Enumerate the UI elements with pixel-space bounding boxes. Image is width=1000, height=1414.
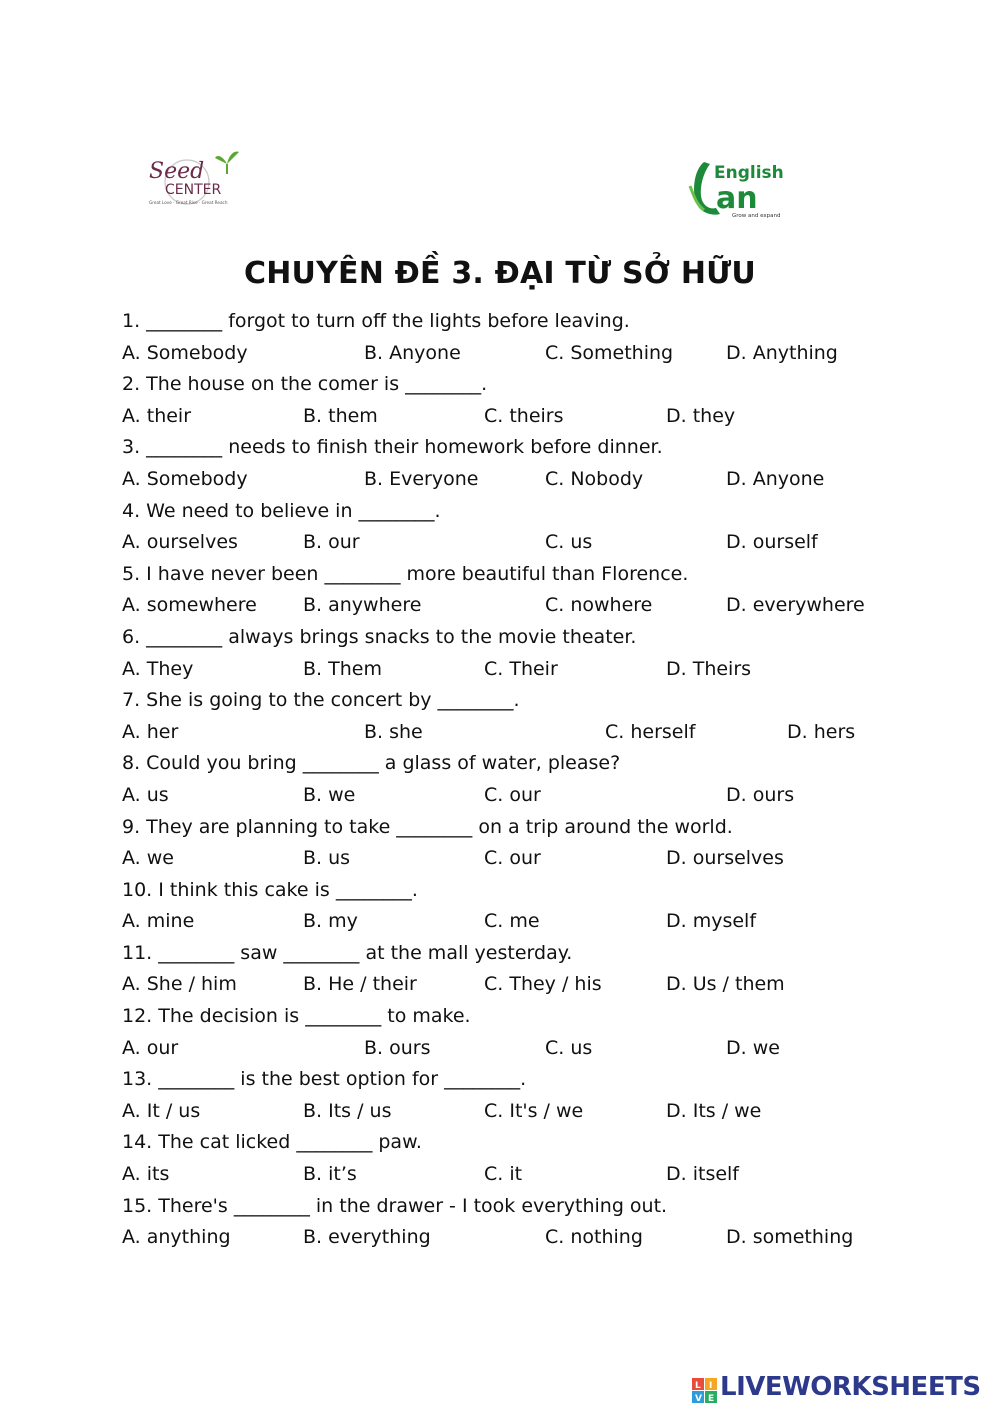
answer-option-d[interactable]: D. something [726, 1226, 854, 1249]
answer-option-c[interactable]: C. They / his [484, 973, 602, 996]
answer-option-b[interactable]: B. Everyone [364, 467, 479, 490]
answer-option-c[interactable]: C. me [484, 910, 540, 933]
answer-option-b[interactable]: B. us [303, 847, 351, 870]
answer-option-b[interactable]: B. anywhere [303, 594, 422, 617]
question-text: 1. ________ forgot to turn off the lights before leaving. [122, 310, 630, 332]
question-list [122, 306, 922, 1254]
icon-letter-i: I [709, 1381, 713, 1391]
options-row [122, 843, 922, 875]
answer-option-d[interactable]: D. Theirs [666, 657, 752, 680]
answer-option-b[interactable]: B. Them [303, 657, 382, 680]
answer-option-a[interactable]: A. somewhere [122, 594, 257, 617]
options-row [122, 1159, 922, 1191]
logo-left-word-2: CENTER [165, 182, 222, 198]
answer-option-a[interactable]: A. our [122, 1036, 179, 1059]
answer-option-b[interactable]: B. it’s [303, 1163, 357, 1186]
answer-option-c[interactable]: C. nowhere [545, 594, 653, 617]
options-row [122, 401, 922, 433]
options-row [122, 527, 922, 559]
question-text: 6. ________ always brings snacks to the movie theater. [122, 625, 637, 648]
answer-option-b[interactable]: B. Anyone [364, 341, 461, 364]
logo-left-tagline: Great Love · Great Rise · Great Reach [149, 200, 228, 205]
logo-right-tagline: Grow and expand [732, 213, 781, 219]
answer-option-d[interactable]: D. everywhere [726, 594, 865, 617]
icon-letter-e: E [708, 1394, 715, 1404]
options-row [122, 1222, 922, 1254]
answer-option-b[interactable]: B. our [303, 531, 360, 554]
answer-option-a[interactable]: A. mine [122, 910, 195, 933]
options-row [122, 1033, 922, 1065]
question-text: 7. She is going to the concert by ________. [122, 689, 520, 712]
answer-option-a[interactable]: A. She / him [122, 973, 237, 996]
answer-option-d[interactable]: D. ourselves [666, 847, 784, 870]
options-row [122, 464, 922, 496]
answer-option-d[interactable]: D. myself [666, 910, 757, 933]
logo-right-word-2: an [716, 181, 758, 216]
answer-option-b[interactable]: B. she [364, 720, 423, 743]
answer-option-a[interactable]: A. ourselves [122, 531, 238, 554]
answer-option-c[interactable]: C. our [484, 783, 541, 806]
answer-option-c[interactable]: C. theirs [484, 404, 564, 427]
question-text: 10. I think this cake is ________. [122, 878, 418, 901]
answer-option-c[interactable]: C. Nobody [545, 467, 644, 490]
options-row [122, 338, 922, 370]
question-text: 9. They are planning to take ________ on a trip around the world. [122, 815, 733, 838]
answer-option-d[interactable]: D. Its / we [666, 1099, 762, 1122]
answer-option-b[interactable]: B. ours [364, 1036, 431, 1059]
options-row [122, 969, 922, 1001]
answer-option-d[interactable]: D. Anyone [726, 467, 825, 490]
answer-option-a[interactable]: A. we [122, 847, 174, 870]
seed-center-logo [145, 146, 245, 212]
answer-option-c[interactable]: C. It's / we [484, 1099, 584, 1122]
answer-option-b[interactable]: B. He / their [303, 973, 417, 996]
english-lan-logo [686, 156, 792, 222]
answer-option-b[interactable]: B. we [303, 783, 356, 806]
answer-option-c[interactable]: C. herself [605, 720, 696, 743]
options-row [122, 906, 922, 938]
answer-option-d[interactable]: D. we [726, 1036, 780, 1059]
options-row [122, 1096, 922, 1128]
answer-option-a[interactable]: A. anything [122, 1226, 231, 1249]
question-text: 4. We need to believe in ________. [122, 499, 441, 522]
answer-option-c[interactable]: C. Something [545, 341, 674, 364]
answer-option-a[interactable]: A. Somebody [122, 467, 248, 490]
answer-option-c[interactable]: C. nothing [545, 1226, 643, 1249]
answer-option-c[interactable]: C. us [545, 1036, 593, 1059]
options-row [122, 590, 922, 622]
options-row [122, 654, 922, 686]
answer-option-d[interactable]: D. they [666, 404, 736, 427]
answer-option-d[interactable]: D. ours [726, 783, 795, 806]
answer-option-b[interactable]: B. everything [303, 1226, 431, 1249]
answer-option-b[interactable]: B. them [303, 404, 378, 427]
answer-option-a[interactable]: A. Somebody [122, 341, 248, 364]
liveworksheets-icon [692, 1378, 718, 1404]
question-text: 13. ________ is the best option for ________. [122, 1068, 527, 1091]
answer-option-a[interactable]: A. It / us [122, 1099, 201, 1122]
answer-option-b[interactable]: B. Its / us [303, 1099, 392, 1122]
answer-option-c[interactable]: C. it [484, 1163, 523, 1186]
answer-option-c[interactable]: C. our [484, 847, 541, 870]
question-text: 12. The decision is ________ to make. [122, 1005, 471, 1028]
answer-option-a[interactable]: A. us [122, 783, 169, 806]
icon-letter-l: L [695, 1381, 701, 1391]
answer-option-b[interactable]: B. my [303, 910, 358, 933]
question-text: 14. The cat licked ________ paw. [122, 1131, 422, 1154]
answer-option-d[interactable]: D. hers [787, 720, 856, 743]
question-text: 3. ________ needs to finish their homework before dinner. [122, 436, 663, 459]
answer-option-a[interactable]: A. her [122, 720, 179, 743]
logo-left-word-1: Seed [149, 159, 205, 184]
question-text: 8. Could you bring ________ a glass of water, please? [122, 752, 621, 775]
question-text: 15. There's ________ in the drawer - I took everything out. [122, 1194, 668, 1217]
liveworksheets-brand[interactable]: LIVEWORKSHEETS [720, 1372, 981, 1402]
answer-option-d[interactable]: D. ourself [726, 531, 818, 554]
logo-right-word-1: English [714, 163, 784, 183]
icon-letter-v: V [695, 1394, 702, 1404]
answer-option-c[interactable]: C. Their [484, 657, 558, 680]
answer-option-a[interactable]: A. their [122, 404, 192, 427]
answer-option-c[interactable]: C. us [545, 531, 593, 554]
answer-option-d[interactable]: D. Anything [726, 341, 838, 364]
question-text: 5. I have never been ________ more beautiful than Florence. [122, 562, 689, 585]
answer-option-a[interactable]: A. its [122, 1163, 170, 1186]
answer-option-a[interactable]: A. They [122, 657, 194, 680]
answer-option-d[interactable]: D. itself [666, 1163, 739, 1186]
question-text: 11. ________ saw ________ at the mall yesterday. [122, 941, 573, 964]
question-text: 2. The house on the comer is ________. [122, 373, 488, 396]
page-title: CHUYÊN ĐỀ 3. ĐẠI TỪ SỞ HỮU [244, 256, 756, 291]
options-row [122, 717, 922, 749]
options-row [122, 780, 922, 812]
answer-option-d[interactable]: D. Us / them [666, 973, 785, 996]
